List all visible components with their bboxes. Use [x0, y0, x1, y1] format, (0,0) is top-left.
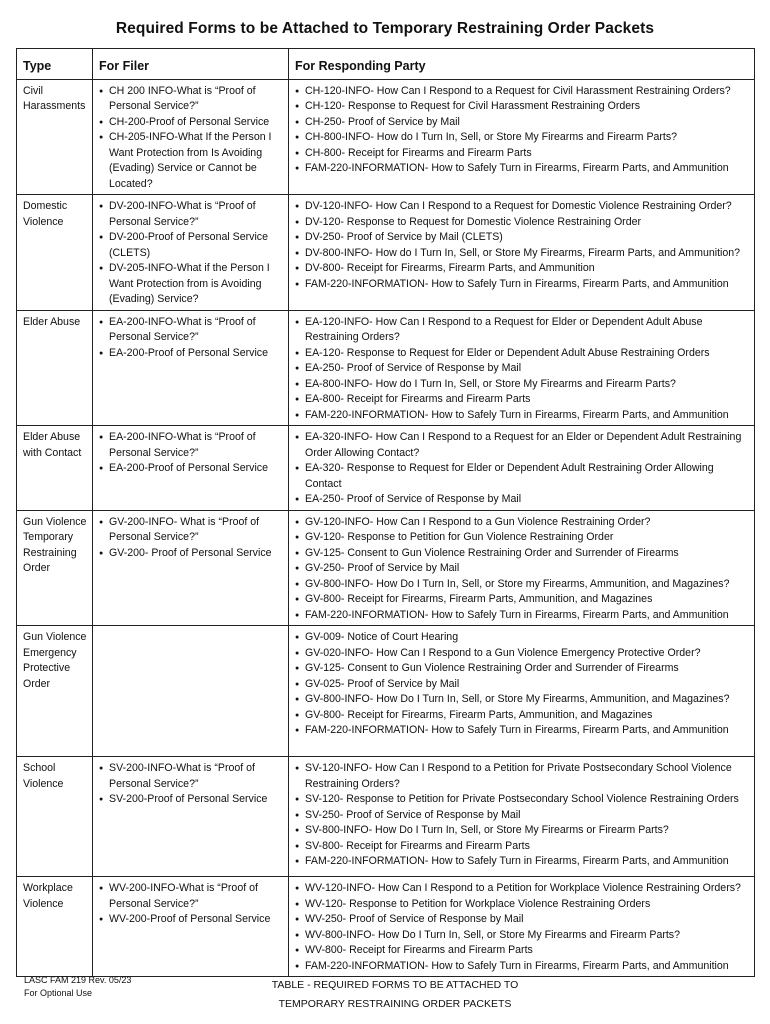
- row-type-cell: Domestic Violence: [17, 195, 93, 311]
- form-list-item: ● DV-800-INFO- How do I Turn In, Sell, or Store My Firearms, Firearm Parts, and Ammunition?: [295, 246, 750, 262]
- responding-forms-list: [295, 761, 750, 870]
- filer-forms-cell: [93, 426, 289, 511]
- form-list-item: ● WV-120-INFO- How Can I Respond to a Petition for Workplace Violence Restraining Orders?: [295, 881, 750, 897]
- form-list-item: ● GV-009- Notice of Court Hearing: [295, 630, 750, 646]
- form-list-item: ● EA-320-INFO- How Can I Respond to a Request for an Elder or Dependent Adult Restraining Order Allowing Contact?: [295, 430, 750, 461]
- form-list-item: ● FAM-220-INFORMATION- How to Safely Turn in Firearms, Firearm Parts, and Ammunition: [295, 408, 750, 424]
- form-list-item: ● DV-200-INFO-What is “Proof of Personal Service?”: [99, 199, 284, 230]
- form-list-item: ● SV-120- Response to Petition for Private Postsecondary School Violence Restraining Orders: [295, 792, 750, 808]
- form-list-item: ● DV-120-INFO- How Can I Respond to a Request for Domestic Violence Restraining Order?: [295, 199, 750, 215]
- filer-forms-list: [99, 84, 284, 193]
- filer-forms-list: [99, 199, 284, 308]
- row-type-cell: Civil Harassments: [17, 79, 93, 195]
- form-usage-note: For Optional Use: [24, 988, 93, 998]
- responding-forms-list: [295, 630, 750, 739]
- filer-forms-list: [99, 881, 284, 928]
- responding-forms-cell: [289, 426, 755, 511]
- form-list-item: ● FAM-220-INFORMATION- How to Safely Turn in Firearms, Firearm Parts, and Ammunition: [295, 161, 750, 177]
- row-type-cell: Gun Violence Emergency Protective Order: [17, 626, 93, 757]
- responding-forms-list: [295, 199, 750, 292]
- form-list-item: ● EA-120-INFO- How Can I Respond to a Request for Elder or Dependent Adult Abuse Restraining Orders?: [295, 315, 750, 346]
- responding-forms-list: [295, 84, 750, 177]
- row-type-cell: Workplace Violence: [17, 877, 93, 977]
- header-for-responding-party: For Responding Party: [289, 49, 755, 80]
- form-list-item: ● EA-200-INFO-What is “Proof of Personal Service?”: [99, 430, 284, 461]
- responding-forms-cell: [289, 626, 755, 757]
- form-list-item: ● SV-250- Proof of Service of Response by Mail: [295, 808, 750, 824]
- form-number: LASC FAM 219 Rev. 05/23: [24, 975, 132, 985]
- table-row: [17, 310, 755, 426]
- table-row: [17, 510, 755, 626]
- responding-forms-list: [295, 515, 750, 624]
- header-type: Type: [17, 49, 93, 80]
- form-list-item: ● DV-800- Receipt for Firearms, Firearm Parts, and Ammunition: [295, 261, 750, 277]
- form-list-item: ● SV-200-INFO-What is “Proof of Personal Service?”: [99, 761, 284, 792]
- form-list-item: ● SV-200-Proof of Personal Service: [99, 792, 284, 808]
- form-footer-id: [24, 974, 131, 1000]
- filer-forms-list: [99, 515, 284, 562]
- form-list-item: ● FAM-220-INFORMATION- How to Safely Turn in Firearms, Firearm Parts, and Ammunition: [295, 854, 750, 870]
- filer-forms-cell: [93, 757, 289, 877]
- form-list-item: ● CH-205-INFO-What If the Person I Want Protection from Is Avoiding (Evading) Service or Cannot be Located?: [99, 130, 284, 192]
- form-list-item: ● CH-120-INFO- How Can I Respond to a Request for Civil Harassment Restraining Orders?: [295, 84, 750, 100]
- table-row: [17, 626, 755, 757]
- responding-forms-cell: [289, 310, 755, 426]
- responding-forms-cell: [289, 510, 755, 626]
- row-type-cell: Gun Violence Temporary Restraining Order: [17, 510, 93, 626]
- form-list-item: ● CH-800-INFO- How do I Turn In, Sell, or Store My Firearms and Firearm Parts?: [295, 130, 750, 146]
- form-list-item: ● DV-120- Response to Request for Domestic Violence Restraining Order: [295, 215, 750, 231]
- row-type-cell: Elder Abuse with Contact: [17, 426, 93, 511]
- responding-forms-cell: [289, 79, 755, 195]
- form-list-item: ● WV-200-INFO-What is “Proof of Personal Service?”: [99, 881, 284, 912]
- filer-forms-list: [99, 315, 284, 362]
- form-list-item: ● DV-250- Proof of Service by Mail (CLETS): [295, 230, 750, 246]
- form-list-item: ● EA-800-INFO- How do I Turn In, Sell, or Store My Firearms and Firearm Parts?: [295, 377, 750, 393]
- form-list-item: ● GV-200-INFO- What is “Proof of Personal Service?”: [99, 515, 284, 546]
- filer-forms-list: [99, 761, 284, 808]
- form-list-item: ● FAM-220-INFORMATION- How to Safely Turn in Firearms, Firearm Parts, and Ammunition: [295, 608, 750, 624]
- form-list-item: ● CH-120- Response to Request for Civil Harassment Restraining Orders: [295, 99, 750, 115]
- form-list-item: ● CH-200-Proof of Personal Service: [99, 115, 284, 131]
- responding-forms-cell: [289, 195, 755, 311]
- filer-forms-cell: [93, 310, 289, 426]
- form-list-item: ● GV-800-INFO- How Do I Turn In, Sell, or Store My Firearms, Ammunition, and Magazines?: [295, 692, 750, 708]
- form-list-item: ● EA-320- Response to Request for Elder or Dependent Adult Restraining Order Allowing Contact: [295, 461, 750, 492]
- form-list-item: ● CH 200 INFO-What is “Proof of Personal Service?”: [99, 84, 284, 115]
- table-row: [17, 757, 755, 877]
- filer-forms-cell: [93, 195, 289, 311]
- form-list-item: ● CH-250- Proof of Service by Mail: [295, 115, 750, 131]
- responding-forms-cell: [289, 877, 755, 977]
- responding-forms-list: [295, 430, 750, 508]
- form-list-item: ● SV-800-INFO- How Do I Turn In, Sell, or Store My Firearms or Firearm Parts?: [295, 823, 750, 839]
- form-list-item: ● WV-800- Receipt for Firearms and Firearm Parts: [295, 943, 750, 959]
- form-list-item: ● FAM-220-INFORMATION- How to Safely Turn in Firearms, Firearm Parts, and Ammunition: [295, 277, 750, 293]
- form-list-item: ● WV-120- Response to Petition for Workplace Violence Restraining Orders: [295, 897, 750, 913]
- filer-forms-list: [99, 430, 284, 477]
- table-caption: [230, 976, 560, 1014]
- table-row: [17, 195, 755, 311]
- form-list-item: ● WV-800-INFO- How Do I Turn In, Sell, or Store My Firearms and Firearm Parts?: [295, 928, 750, 944]
- table-row: [17, 426, 755, 511]
- form-list-item: ● GV-020-INFO- How Can I Respond to a Gun Violence Emergency Protective Order?: [295, 646, 750, 662]
- form-list-item: ● EA-200-Proof of Personal Service: [99, 346, 284, 362]
- caption-line-2: TEMPORARY RESTRAINING ORDER PACKETS: [278, 998, 512, 1010]
- form-list-item: ● GV-250- Proof of Service by Mail: [295, 561, 750, 577]
- filer-forms-cell: [93, 510, 289, 626]
- form-list-item: ● GV-200- Proof of Personal Service: [99, 546, 284, 562]
- responding-forms-list: [295, 315, 750, 424]
- form-list-item: ● GV-125- Consent to Gun Violence Restraining Order and Surrender of Firearms: [295, 661, 750, 677]
- form-list-item: ● FAM-220-INFORMATION- How to Safely Turn in Firearms, Firearm Parts, and Ammunition: [295, 959, 750, 975]
- form-list-item: ● EA-200-INFO-What is “Proof of Personal Service?”: [99, 315, 284, 346]
- caption-line-1: TABLE - REQUIRED FORMS TO BE ATTACHED TO: [271, 979, 519, 991]
- form-list-item: ● EA-800- Receipt for Firearms and Firearm Parts: [295, 392, 750, 408]
- form-list-item: ● EA-250- Proof of Service of Response by Mail: [295, 492, 750, 508]
- form-list-item: ● EA-250- Proof of Service of Response by Mail: [295, 361, 750, 377]
- form-list-item: ● GV-120-INFO- How Can I Respond to a Gun Violence Restraining Order?: [295, 515, 750, 531]
- form-list-item: ● DV-205-INFO-What if the Person I Want Protection from is Avoiding (Evading) Service?: [99, 261, 284, 308]
- form-list-item: ● GV-025- Proof of Service by Mail: [295, 677, 750, 693]
- header-for-filer: For Filer: [93, 49, 289, 80]
- forms-table: [16, 48, 755, 977]
- table-header-row: [17, 49, 755, 80]
- filer-forms-cell: [93, 626, 289, 757]
- form-list-item: ● WV-200-Proof of Personal Service: [99, 912, 284, 928]
- row-type-cell: Elder Abuse: [17, 310, 93, 426]
- form-list-item: ● EA-120- Response to Request for Elder or Dependent Adult Abuse Restraining Orders: [295, 346, 750, 362]
- form-list-item: ● SV-800- Receipt for Firearms and Firearm Parts: [295, 839, 750, 855]
- table-row: [17, 877, 755, 977]
- form-list-item: ● GV-120- Response to Petition for Gun Violence Restraining Order: [295, 530, 750, 546]
- form-list-item: ● EA-200-Proof of Personal Service: [99, 461, 284, 477]
- filer-forms-cell: [93, 79, 289, 195]
- table-row: [17, 79, 755, 195]
- form-list-item: ● GV-125- Consent to Gun Violence Restraining Order and Surrender of Firearms: [295, 546, 750, 562]
- form-list-item: ● GV-800- Receipt for Firearms, Firearm Parts, Ammunition, and Magazines: [295, 592, 750, 608]
- responding-forms-cell: [289, 757, 755, 877]
- form-list-item: ● SV-120-INFO- How Can I Respond to a Petition for Private Postsecondary School Violence Restraining Orders?: [295, 761, 750, 792]
- filer-forms-cell: [93, 877, 289, 977]
- responding-forms-list: [295, 881, 750, 974]
- form-list-item: ● FAM-220-INFORMATION- How to Safely Turn in Firearms, Firearm Parts, and Ammunition: [295, 723, 750, 739]
- form-list-item: ● GV-800- Receipt for Firearms, Firearm Parts, Ammunition, and Magazines: [295, 708, 750, 724]
- form-list-item: ● CH-800- Receipt for Firearms and Firearm Parts: [295, 146, 750, 162]
- row-type-cell: School Violence: [17, 757, 93, 877]
- form-list-item: ● WV-250- Proof of Service of Response by Mail: [295, 912, 750, 928]
- table-body: [17, 79, 755, 977]
- form-list-item: ● GV-800-INFO- How Do I Turn In, Sell, or Store my Firearms, Ammunition, and Magazines?: [295, 577, 750, 593]
- form-list-item: ● DV-200-Proof of Personal Service (CLETS): [99, 230, 284, 261]
- page-title: Required Forms to be Attached to Temporary Restraining Order Packets: [115, 20, 655, 37]
